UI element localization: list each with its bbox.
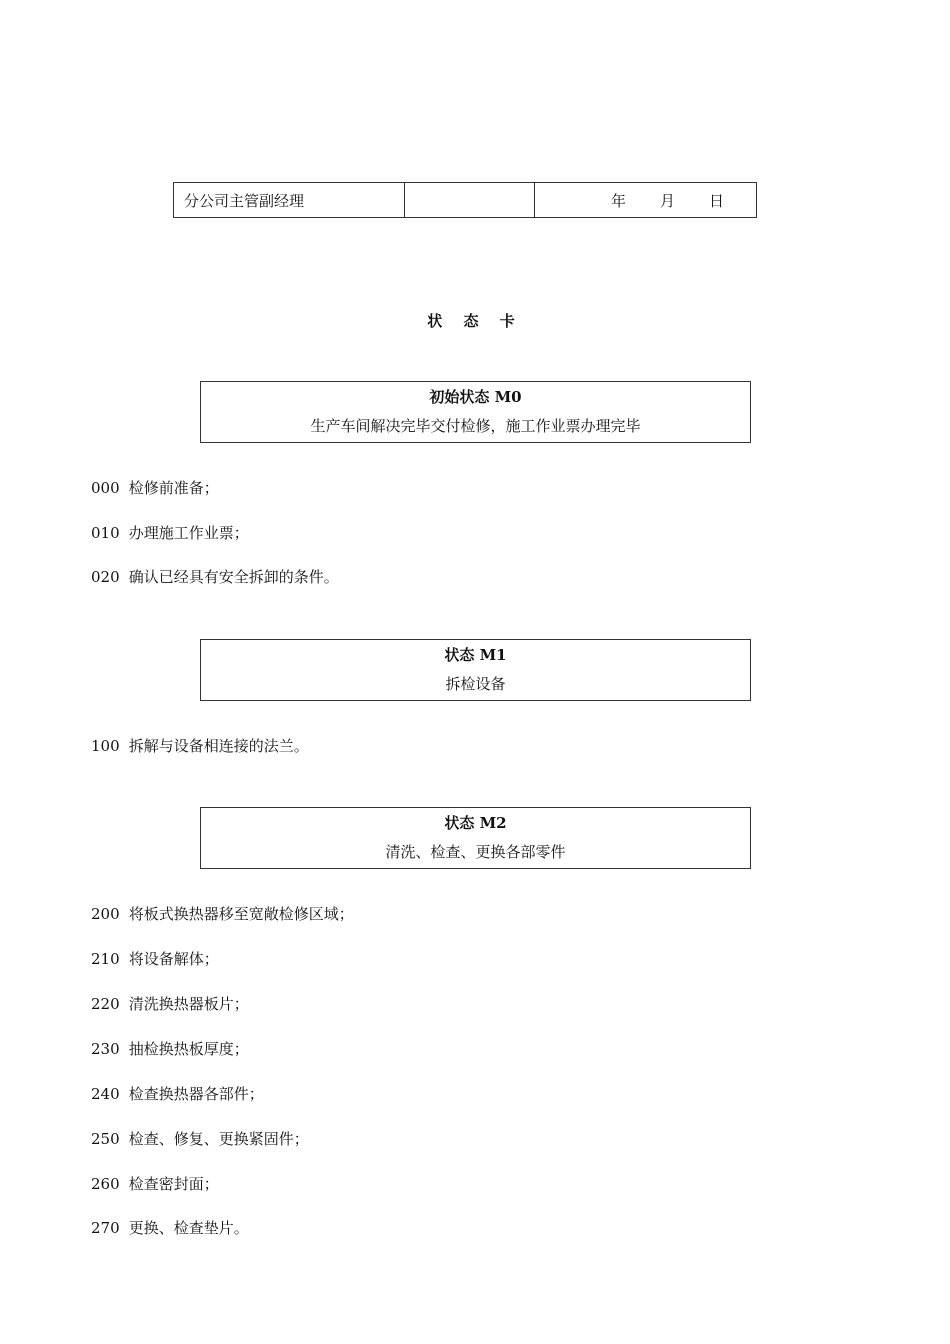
step-item [91,1085,264,1103]
signature-table [173,182,757,218]
step-text: 将设备解体； [128,950,219,968]
state-description: 生产车间解决完毕交付检修，施工作业票办理完毕 [310,417,641,435]
state-title: 状态 M2 [444,814,507,832]
step-code: 260 [91,1175,120,1193]
step-text: 抽检换热板厚度； [128,1040,249,1058]
step-code: 210 [91,950,120,968]
signature-cell [405,183,535,218]
step-code: 000 [91,479,120,497]
signature-row [174,183,757,218]
step-item [91,1130,309,1148]
date-year-label: 年 [610,191,626,210]
step-code: 010 [91,524,120,542]
step-code: 020 [91,568,120,586]
step-text: 检查、修复、更换紧固件； [128,1130,309,1148]
step-item [91,995,249,1013]
step-code: 240 [91,1085,120,1103]
step-text: 检修前准备； [128,479,219,497]
state-description: 清洗、检查、更换各部零件 [385,843,566,861]
step-code: 230 [91,1040,120,1058]
step-item [91,1219,249,1237]
step-code: 220 [91,995,120,1013]
step-item [91,568,339,586]
step-item [91,1040,249,1058]
step-code: 100 [91,737,120,755]
step-item [91,950,219,968]
step-text: 办理施工作业票； [128,524,249,542]
state-title: 状态 M1 [444,646,507,664]
step-item [91,905,354,923]
state-title: 初始状态 M0 [429,388,522,406]
role-cell: 分公司主管副经理 [174,183,405,218]
state-description: 拆检设备 [445,675,506,693]
date-cell [535,183,757,218]
date-month-label: 月 [659,191,675,210]
step-text: 检查换热器各部件； [128,1085,264,1103]
step-item [91,479,219,497]
step-text: 确认已经具有安全拆卸的条件。 [128,568,339,586]
step-code: 250 [91,1130,120,1148]
state-box-m0 [200,381,751,443]
date-day-label: 日 [708,191,724,210]
step-item [91,524,249,542]
state-box-m1 [200,639,751,701]
step-code: 200 [91,905,120,923]
step-text: 将板式换热器移至宽敞检修区域； [128,905,354,923]
step-item [91,1175,219,1193]
step-code: 270 [91,1219,120,1237]
step-text: 更换、检查垫片。 [128,1219,249,1237]
step-item [91,737,309,755]
page-title: 状 态 卡 [427,312,523,330]
step-text: 检查密封面； [128,1175,219,1193]
state-box-m2 [200,807,751,869]
step-text: 拆解与设备相连接的法兰。 [128,737,309,755]
step-text: 清洗换热器板片； [128,995,249,1013]
